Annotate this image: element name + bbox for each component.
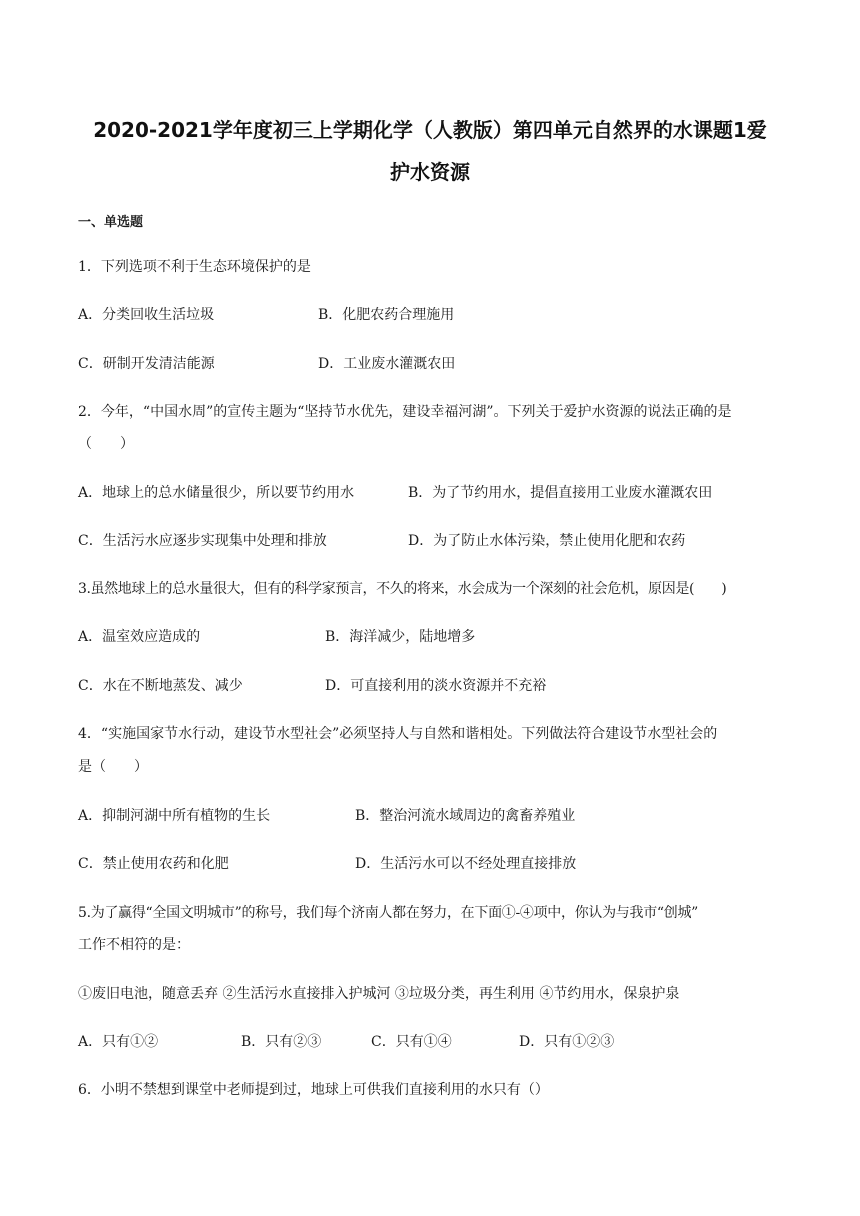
question-5-option-b: B．只有②③ — [241, 1034, 322, 1050]
question-1-option-d: D．工业废水灌溉农田 — [318, 356, 456, 372]
question-6-stem: 6．小明不禁想到课堂中老师提到过，地球上可供我们直接利用的水只有（） — [78, 1082, 549, 1098]
question-1-option-a: A．分类回收生活垃圾 — [78, 307, 215, 323]
section-heading: 一、单选题 — [78, 215, 144, 230]
question-4-option-c: C．禁止使用农药和化肥 — [78, 856, 229, 872]
question-5-stem-line-2: 工作不相符的是： — [78, 937, 190, 953]
question-4-option-d: D．生活污水可以不经处理直接排放 — [355, 856, 577, 872]
question-1-stem: 1．下列选项不利于生态环境保护的是 — [78, 259, 311, 275]
question-4-stem-line-2: 是（ ） — [78, 759, 148, 775]
question-2-stem-line-1: 2．今年，“中国水周”的宣传主题为“坚持节水优先，建设幸福河湖”。下列关于爱护水资源的说法正确的是 — [78, 404, 732, 420]
question-2-option-d: D．为了防止水体污染，禁止使用化肥和农药 — [408, 533, 686, 549]
question-4-option-a: A．抑制河湖中所有植物的生长 — [78, 808, 271, 824]
question-5-option-c: C．只有①④ — [371, 1034, 452, 1050]
question-2-option-a: A．地球上的总水储量很少，所以要节约用水 — [78, 485, 355, 501]
question-2-option-b: B．为了节约用水，提倡直接用工业废水灌溉农田 — [408, 485, 713, 501]
question-3-option-c: C．水在不断地蒸发、减少 — [78, 678, 243, 694]
question-5-stem-line-3: ①废旧电池，随意丢弃 ②生活污水直接排入护城河 ③垃圾分类，再生利用 ④节约用水，保泉护泉 — [78, 986, 680, 1002]
question-5-stem-line-1: 5.为了赢得“全国文明城市”的称号，我们每个济南人都在努力，在下面①-④项中，你认为与我市“创城” — [78, 905, 699, 921]
question-5-option-a: A．只有①② — [78, 1034, 159, 1050]
document-title-line-2: 护水资源 — [390, 160, 470, 184]
question-4-option-b: B．整治河流水域周边的禽畜养殖业 — [355, 808, 576, 824]
question-3-option-b: B．海洋减少，陆地增多 — [325, 629, 476, 645]
question-3-stem: 3.虽然地球上的总水量很大，但有的科学家预言，不久的将来，水会成为一个深刻的社会危机，原因是( ) — [78, 581, 727, 597]
question-4-stem-line-1: 4．“实施国家节水行动，建设节水型社会”必须坚持人与自然和谐相处。下列做法符合建设节水型社会的 — [78, 726, 718, 742]
question-5-option-d: D．只有①②③ — [519, 1034, 615, 1050]
question-3-option-d: D．可直接利用的淡水资源并不充裕 — [325, 678, 547, 694]
question-1-option-c: C．研制开发清洁能源 — [78, 356, 215, 372]
question-1-option-b: B．化肥农药合理施用 — [318, 307, 455, 323]
question-2-stem-line-2: （ ） — [78, 436, 134, 452]
document-title-line-1: 2020-2021学年度初三上学期化学（人教版）第四单元自然界的水课题1爱 — [93, 118, 767, 142]
question-3-option-a: A．温室效应造成的 — [78, 629, 201, 645]
question-2-option-c: C．生活污水应逐步实现集中处理和排放 — [78, 533, 327, 549]
